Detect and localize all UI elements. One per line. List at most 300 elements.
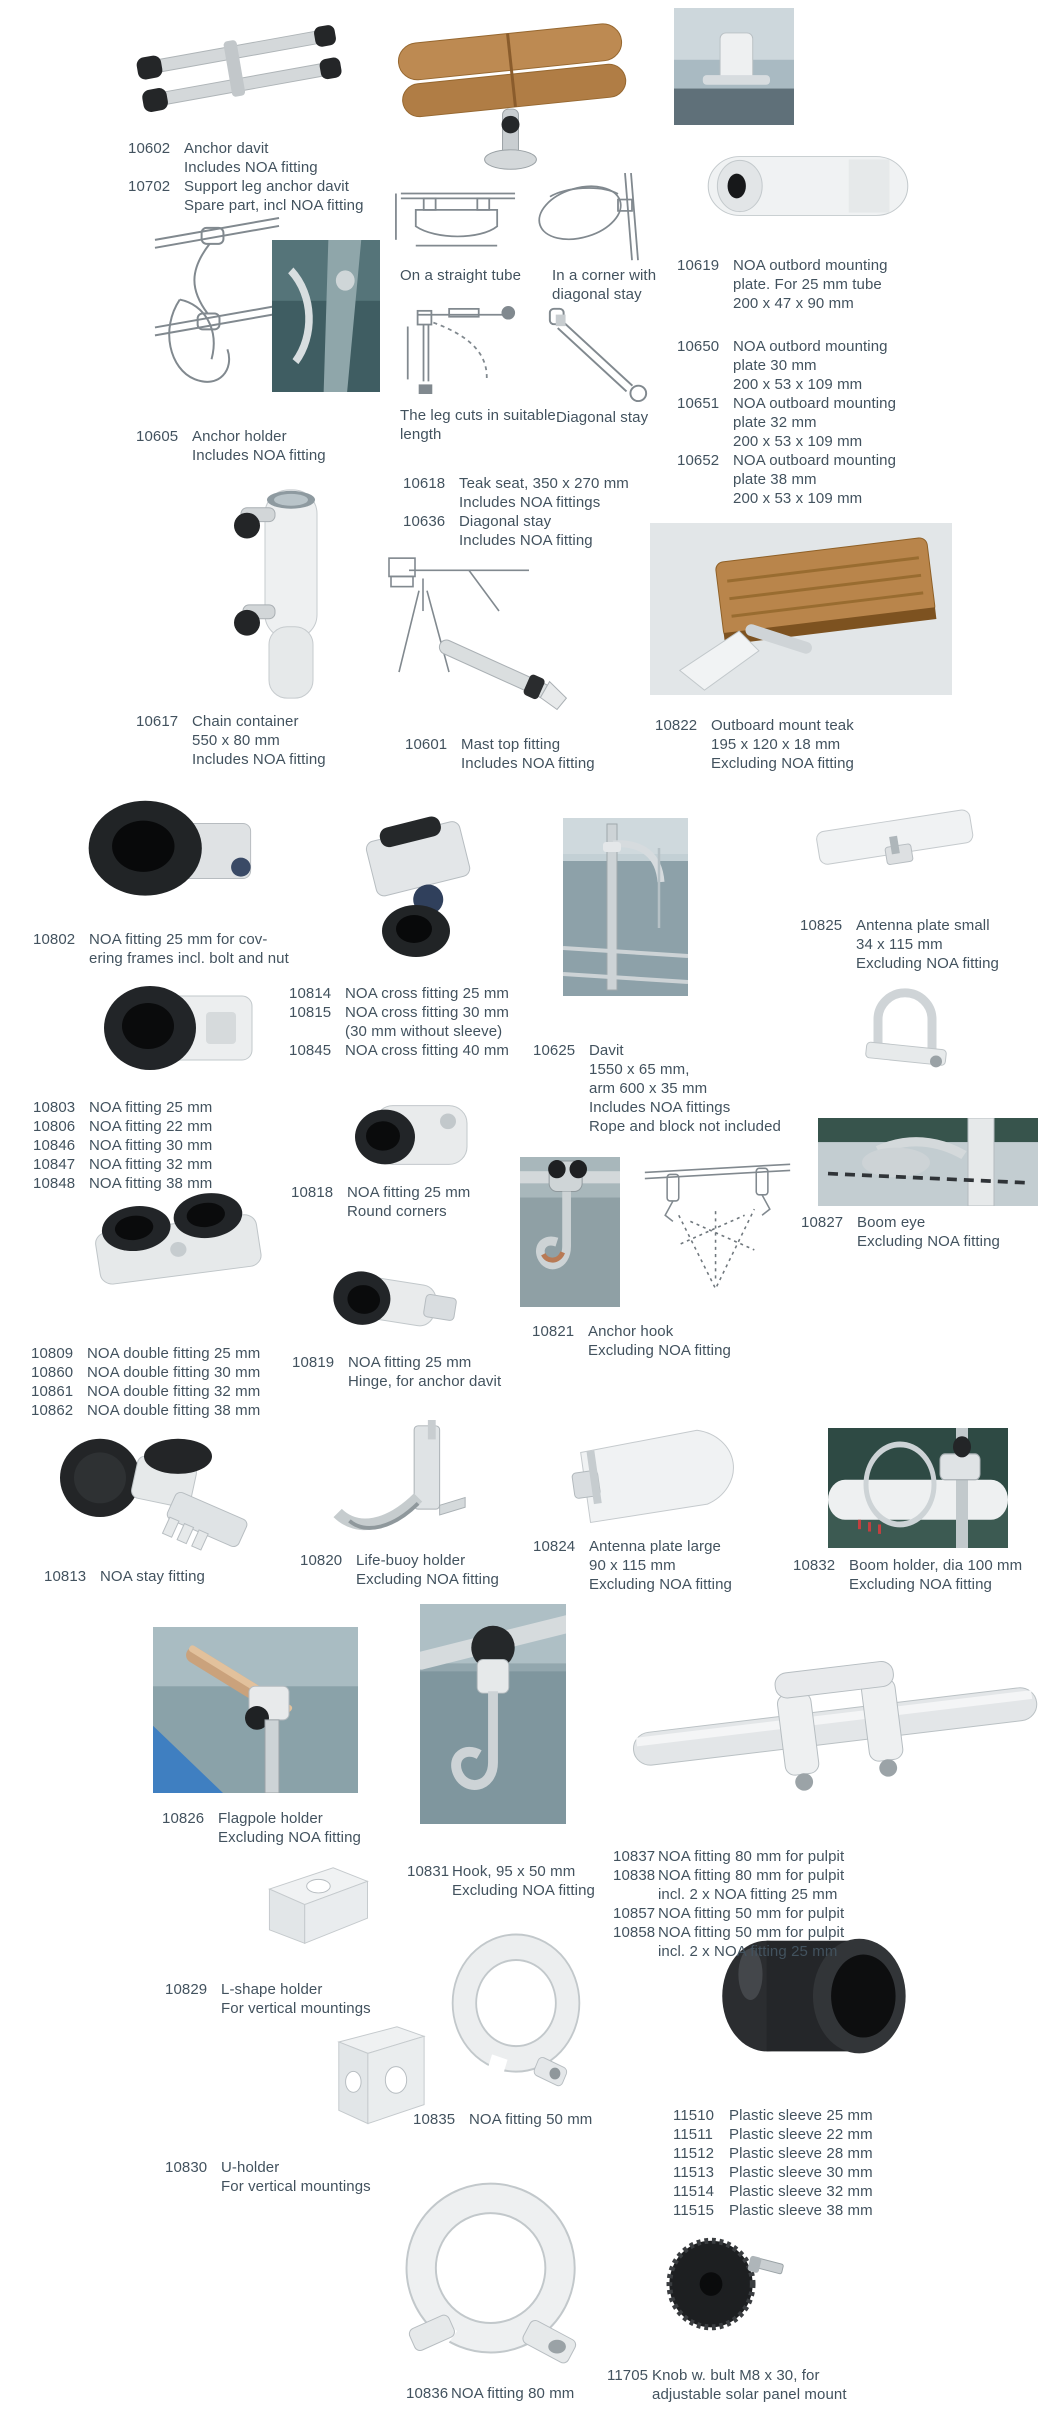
catalog-row: [677, 451, 896, 470]
product-code: 10826: [162, 1810, 205, 1827]
product-description: Includes NOA fitting: [184, 159, 318, 176]
catalog-row: [533, 1041, 781, 1060]
item-10814-10845: [289, 984, 509, 1060]
catalog-row: [613, 1942, 844, 1961]
catalog-row: [33, 1136, 212, 1155]
catalog-row: [533, 1575, 732, 1594]
item-10822: [655, 716, 854, 773]
noa-stay-fitting-photo: [48, 1427, 283, 1559]
product-description: NOA cross fitting 25 mm: [345, 985, 510, 1002]
product-description: NOA fitting 80 mm for pulpit: [658, 1848, 845, 1865]
product-description: NOA fitting 30 mm: [89, 1137, 213, 1154]
product-description: Support leg anchor davit: [184, 178, 350, 195]
product-description: Spare part, incl NOA fitting: [184, 197, 364, 214]
product-description: NOA outbord mounting: [733, 338, 888, 355]
item-10832: [793, 1556, 1022, 1594]
catalog-row: [801, 1232, 1000, 1251]
catalog-row: [613, 1904, 844, 1923]
product-description: NOA outboard mounting: [733, 452, 897, 469]
product-description: NOA stay fitting: [100, 1568, 205, 1585]
catalog-row: [165, 1980, 371, 1999]
product-code: 10625: [533, 1042, 576, 1059]
product-description: Includes NOA fitting: [461, 755, 595, 772]
item-10818: [291, 1183, 470, 1221]
catalog-row: [677, 413, 896, 432]
anchor-davit-photo: [133, 8, 351, 134]
product-description: 34 x 115 mm: [856, 936, 943, 953]
catalog-row: [136, 712, 326, 731]
product-description: Davit: [589, 1042, 624, 1059]
catalog-row: [403, 493, 629, 512]
l-shape-holder-drawing: [240, 1860, 392, 1954]
noa-fitting-covering-frames-photo: [75, 795, 275, 907]
item-10819: [292, 1353, 501, 1391]
catalog-row: [165, 1999, 371, 2018]
noa-fitting-photo: [88, 972, 278, 1090]
caption-row: [400, 425, 556, 444]
caption-straight-tube: [400, 266, 521, 285]
straight-tube-mount-drawing: [386, 180, 520, 262]
product-description: NOA fitting 38 mm: [89, 1175, 213, 1192]
product-description: Anchor hook: [588, 1323, 674, 1340]
item-10601: [405, 735, 595, 773]
product-code: 11515: [673, 2202, 715, 2219]
product-description: Chain container: [192, 713, 299, 730]
item-10826: [162, 1809, 361, 1847]
catalog-row: [405, 754, 595, 773]
product-description: ering frames incl. bolt and nut: [89, 950, 289, 967]
catalog-row: [31, 1363, 260, 1382]
item-10831: [407, 1862, 595, 1900]
caption-row: [552, 266, 656, 285]
product-code: 10848: [33, 1175, 76, 1192]
caption-line: Diagonal stay: [556, 409, 649, 426]
product-code: 10858: [613, 1924, 656, 1941]
product-description: plate 32 mm: [733, 414, 817, 431]
anchor-holder-drawing: [150, 210, 284, 414]
product-description: 550 x 80 mm: [192, 732, 280, 749]
item-10837-10858: [613, 1847, 844, 1961]
product-description: Excluding NOA fitting: [218, 1829, 362, 1846]
product-code: 11513: [673, 2164, 715, 2181]
catalog-row: [289, 984, 509, 1003]
catalog-row: [403, 512, 629, 531]
item-11510-11515: [673, 2106, 873, 2220]
boom-holder-photo: [828, 1428, 1008, 1548]
catalog-row: [673, 2182, 873, 2201]
caption-row: [400, 266, 521, 285]
product-code: 10857: [613, 1905, 656, 1922]
product-description: Excluding NOA fitting: [588, 1342, 732, 1359]
catalog-row: [403, 474, 629, 493]
catalog-row: [607, 2385, 847, 2404]
catalog-row: [406, 2384, 574, 2403]
catalog-row: [33, 949, 289, 968]
caption-diagonal-stay: [556, 408, 648, 427]
mast-top-fitting-drawing: [379, 550, 569, 728]
product-description: Excluding NOA fitting: [452, 1882, 596, 1899]
product-description: Includes NOA fitting: [459, 532, 593, 549]
product-description: NOA fitting 25 mm: [348, 1354, 472, 1371]
product-description: incl. 2 x NOA fitting 25 mm: [658, 1886, 838, 1903]
product-code: 10652: [677, 452, 720, 469]
antenna-plate-small-photo: [798, 803, 993, 883]
product-code: 10814: [289, 985, 332, 1002]
product-code: 10618: [403, 475, 446, 492]
u-bolt-photo: [848, 985, 963, 1083]
chain-container-photo: [213, 478, 358, 706]
catalog-row: [800, 916, 999, 935]
catalog-row: [677, 356, 896, 375]
catalog-row: [407, 1881, 595, 1900]
product-description: Life-buoy holder: [356, 1552, 466, 1569]
catalog-row: [128, 177, 364, 196]
product-description: 1550 x 65 mm,: [589, 1061, 690, 1078]
product-code: 10830: [165, 2159, 208, 2176]
catalog-row: [673, 2106, 873, 2125]
catalog-row: [33, 1155, 212, 1174]
catalog-row: [532, 1341, 731, 1360]
item-11705: [607, 2366, 847, 2404]
product-description: NOA fitting 22 mm: [89, 1118, 213, 1135]
product-code: 10605: [136, 428, 179, 445]
product-code: 10831: [407, 1863, 450, 1880]
product-description: Diagonal stay: [459, 513, 552, 530]
product-description: Boom holder, dia 100 mm: [849, 1557, 1023, 1574]
product-description: Plastic sleeve 28 mm: [729, 2145, 873, 2162]
product-description: 200 x 53 x 109 mm: [733, 376, 863, 393]
item-10827: [801, 1213, 1000, 1251]
product-description: NOA cross fitting 40 mm: [345, 1042, 510, 1059]
hook-photo: [420, 1604, 566, 1824]
product-code: 10838: [613, 1867, 656, 1884]
product-description: plate 30 mm: [733, 357, 817, 374]
product-description: NOA fitting 50 mm for pulpit: [658, 1924, 845, 1941]
catalog-row: [533, 1117, 781, 1136]
catalog-row: [677, 470, 896, 489]
catalog-row: [136, 731, 326, 750]
item-10824: [533, 1537, 732, 1594]
catalog-row: [673, 2125, 873, 2144]
catalog-row: [44, 1567, 205, 1586]
caption-line: The leg cuts in suitable: [400, 407, 556, 424]
teak-seat-photo: [385, 12, 639, 177]
product-description: Includes NOA fitting: [192, 751, 326, 768]
catalog-row: [677, 489, 896, 508]
product-description: L-shape holder: [221, 1981, 323, 1998]
product-code: 10836: [406, 2385, 449, 2402]
outboard-mounting-plate-photo: [696, 130, 920, 242]
product-description: NOA outbord mounting: [733, 257, 888, 274]
product-code: 10847: [33, 1156, 76, 1173]
product-description: Hinge, for anchor davit: [348, 1373, 502, 1390]
product-description: Rope and block not included: [589, 1118, 782, 1135]
catalog-row: [289, 1041, 509, 1060]
catalog-row: [162, 1828, 361, 1847]
product-description: incl. 2 x NOA fitting 25 mm: [658, 1943, 838, 1960]
product-description: Includes NOA fittings: [589, 1099, 731, 1116]
product-description: Plastic sleeve 22 mm: [729, 2126, 873, 2143]
product-code: 11514: [673, 2183, 715, 2200]
diagonal-stay-drawing: [542, 305, 655, 403]
product-code: 10650: [677, 338, 720, 355]
catalog-row: [673, 2163, 873, 2182]
catalog-row: [33, 1174, 212, 1193]
product-description: NOA double fitting 25 mm: [87, 1345, 261, 1362]
catalog-row: [289, 1003, 509, 1022]
catalog-row: [291, 1202, 470, 1221]
product-code: 10813: [44, 1568, 87, 1585]
catalog-row: [31, 1382, 260, 1401]
product-code: 10651: [677, 395, 720, 412]
catalog-row: [532, 1322, 731, 1341]
catalog-row: [33, 1117, 212, 1136]
catalog-row: [655, 754, 854, 773]
noa-fitting-80-photo: [385, 2164, 605, 2378]
product-description: Plastic sleeve 32 mm: [729, 2183, 873, 2200]
caption-line: diagonal stay: [552, 286, 642, 303]
noa-fitting-pulpit-photo: [632, 1617, 1038, 1835]
product-description: NOA fitting 80 mm: [451, 2385, 575, 2402]
item-10829: [165, 1980, 371, 2018]
catalog-row: [677, 294, 888, 313]
product-description: NOA fitting 25 mm for cov-: [89, 931, 268, 948]
catalog-row: [33, 1098, 212, 1117]
product-description: NOA fitting 32 mm: [89, 1156, 213, 1173]
antenna-plate-large-photo: [555, 1422, 767, 1528]
product-description: Teak seat, 350 x 270 mm: [459, 475, 629, 492]
davit-on-boat-photo: [563, 818, 688, 996]
caption-line: length: [400, 426, 442, 443]
catalog-row: [793, 1556, 1022, 1575]
product-code: 11512: [673, 2145, 715, 2162]
catalog-row: [533, 1098, 781, 1117]
catalog-row: [677, 275, 888, 294]
item-10602-10702: [128, 139, 364, 215]
noa-fitting-50-photo: [430, 1913, 602, 2099]
product-code: 10846: [33, 1137, 76, 1154]
product-description: Flagpole holder: [218, 1810, 323, 1827]
caption-corner: [552, 266, 656, 304]
item-10803-10848: [33, 1098, 212, 1193]
outboard-bracket-on-boat-photo: [674, 8, 794, 125]
caption-row: [400, 406, 556, 425]
product-code: 10825: [800, 917, 843, 934]
item-10618-10636: [403, 474, 629, 550]
catalog-row: [613, 1923, 844, 1942]
caption-line: On a straight tube: [400, 267, 522, 284]
product-description: Antenna plate small: [856, 917, 990, 934]
product-code: 11705: [607, 2367, 649, 2384]
product-code: 10803: [33, 1099, 76, 1116]
product-description: Includes NOA fittings: [459, 494, 601, 511]
product-code: 10820: [300, 1552, 343, 1569]
product-code: 10601: [405, 736, 448, 753]
catalog-row: [407, 1862, 595, 1881]
product-description: Plastic sleeve 25 mm: [729, 2107, 873, 2124]
item-10825: [800, 916, 999, 973]
item-10836: [406, 2384, 574, 2403]
catalog-row: [533, 1556, 732, 1575]
catalog-row: [292, 1353, 501, 1372]
product-code: 10845: [289, 1042, 332, 1059]
catalog-row: [162, 1809, 361, 1828]
product-description: arm 600 x 35 mm: [589, 1080, 708, 1097]
product-description: For vertical mountings: [221, 2000, 371, 2017]
catalog-row: [677, 375, 896, 394]
catalog-row: [31, 1344, 260, 1363]
item-10650-10652: [677, 337, 896, 508]
product-description: Boom eye: [857, 1214, 926, 1231]
catalog-row: [33, 930, 289, 949]
product-code: 10806: [33, 1118, 76, 1135]
catalog-row: [136, 427, 326, 446]
product-description: adjustable solar panel mount: [652, 2386, 847, 2403]
catalog-row: [413, 2110, 592, 2129]
item-10809-10862: [31, 1344, 260, 1420]
product-description: (30 mm without sleeve): [345, 1023, 503, 1040]
product-description: NOA double fitting 38 mm: [87, 1402, 261, 1419]
catalog-row: [607, 2366, 847, 2385]
product-description: NOA fitting 50 mm for pulpit: [658, 1905, 845, 1922]
catalog-row: [655, 735, 854, 754]
caption-row: [556, 408, 648, 427]
noa-fitting-round-corners-photo: [345, 1090, 480, 1180]
catalog-row: [292, 1372, 501, 1391]
product-code: 10702: [128, 178, 171, 195]
product-description: NOA double fitting 32 mm: [87, 1383, 261, 1400]
product-description: 195 x 120 x 18 mm: [711, 736, 841, 753]
product-code: 10819: [292, 1354, 335, 1371]
item-10830: [165, 2158, 371, 2196]
product-description: 200 x 53 x 109 mm: [733, 433, 863, 450]
product-description: Plastic sleeve 38 mm: [729, 2202, 873, 2219]
life-buoy-holder-photo: [320, 1420, 472, 1546]
product-code: 11510: [673, 2107, 715, 2124]
knob-bolt-photo: [658, 2223, 800, 2349]
catalog-row: [136, 446, 326, 465]
catalog-row: [800, 935, 999, 954]
item-10820: [300, 1551, 499, 1589]
catalog-row: [673, 2201, 873, 2220]
product-description: Excluding NOA fitting: [856, 955, 1000, 972]
product-description: Mast top fitting: [461, 736, 561, 753]
product-description: Antenna plate large: [589, 1538, 721, 1555]
catalog-row: [136, 750, 326, 769]
catalog-row: [677, 394, 896, 413]
product-code: 10837: [613, 1848, 656, 1865]
noa-cross-fitting-photo: [328, 813, 513, 968]
corner-mount-drawing: [530, 173, 650, 263]
product-code: 10802: [33, 931, 76, 948]
product-description: NOA outboard mounting: [733, 395, 897, 412]
item-10625: [533, 1041, 781, 1136]
product-description: NOA cross fitting 30 mm: [345, 1004, 510, 1021]
flagpole-holder-photo: [153, 1627, 358, 1793]
product-code: 10862: [31, 1402, 74, 1419]
catalog-row: [128, 196, 364, 215]
product-code: 10619: [677, 257, 720, 274]
catalog-row: [289, 1022, 509, 1041]
item-10835: [413, 2110, 592, 2129]
catalog-row: [291, 1183, 470, 1202]
product-description: NOA fitting 50 mm: [469, 2111, 593, 2128]
product-description: 200 x 47 x 90 mm: [733, 295, 854, 312]
catalog-row: [801, 1213, 1000, 1232]
product-code: 10617: [136, 713, 179, 730]
catalog-row: [300, 1551, 499, 1570]
product-description: Outboard mount teak: [711, 717, 854, 734]
product-description: Excluding NOA fitting: [711, 755, 855, 772]
catalog-row: [128, 158, 364, 177]
item-10617: [136, 712, 326, 769]
product-description: Anchor davit: [184, 140, 269, 157]
product-code: 10824: [533, 1538, 576, 1555]
product-description: Excluding NOA fitting: [356, 1571, 500, 1588]
product-description: 200 x 53 x 109 mm: [733, 490, 863, 507]
item-10619: [677, 256, 888, 313]
item-10821: [532, 1322, 731, 1360]
catalog-row: [31, 1401, 260, 1420]
catalog-row: [300, 1570, 499, 1589]
catalog-row: [673, 2144, 873, 2163]
product-code: 11511: [673, 2126, 713, 2143]
catalog-row: [165, 2177, 371, 2196]
catalog-row: [405, 735, 595, 754]
product-code: 10829: [165, 1981, 208, 1998]
product-code: 10835: [413, 2111, 456, 2128]
product-code: 10818: [291, 1184, 334, 1201]
product-description: NOA double fitting 30 mm: [87, 1364, 261, 1381]
noa-double-fitting-photo: [68, 1192, 286, 1296]
caption-leg-cuts: [400, 406, 556, 444]
product-code: 10861: [31, 1383, 74, 1400]
catalog-row: [128, 139, 364, 158]
product-code: 10636: [403, 513, 446, 530]
catalog-row: [677, 432, 896, 451]
product-description: For vertical mountings: [221, 2178, 371, 2195]
product-description: 90 x 115 mm: [589, 1557, 676, 1574]
product-code: 10821: [532, 1323, 575, 1340]
caption-row: [552, 285, 656, 304]
product-description: Excluding NOA fitting: [849, 1576, 993, 1593]
catalog-row: [533, 1079, 781, 1098]
catalog-row: [655, 716, 854, 735]
product-code: 10822: [655, 717, 698, 734]
catalog-row: [403, 531, 629, 550]
product-description: Excluding NOA fitting: [589, 1576, 733, 1593]
catalog-row: [677, 256, 888, 275]
caption-line: In a corner with: [552, 267, 657, 284]
product-description: plate 38 mm: [733, 471, 817, 488]
boom-eye-photo: [818, 1118, 1038, 1206]
product-code: 10809: [31, 1345, 74, 1362]
product-code: 10827: [801, 1214, 844, 1231]
product-code: 10832: [793, 1557, 836, 1574]
catalog-row: [533, 1537, 732, 1556]
anchor-hook-photo: [520, 1157, 620, 1307]
catalog-row: [793, 1575, 1022, 1594]
product-description: NOA fitting 25 mm: [89, 1099, 213, 1116]
catalog-row: [533, 1060, 781, 1079]
product-description: NOA fitting 80 mm for pulpit: [658, 1867, 845, 1884]
item-10605: [136, 427, 326, 465]
product-code: 10815: [289, 1004, 332, 1021]
product-description: Knob w. bult M8 x 30, for: [652, 2367, 820, 2384]
product-description: NOA fitting 25 mm: [347, 1184, 471, 1201]
product-code: 10602: [128, 140, 171, 157]
product-description: Hook, 95 x 50 mm: [452, 1863, 576, 1880]
